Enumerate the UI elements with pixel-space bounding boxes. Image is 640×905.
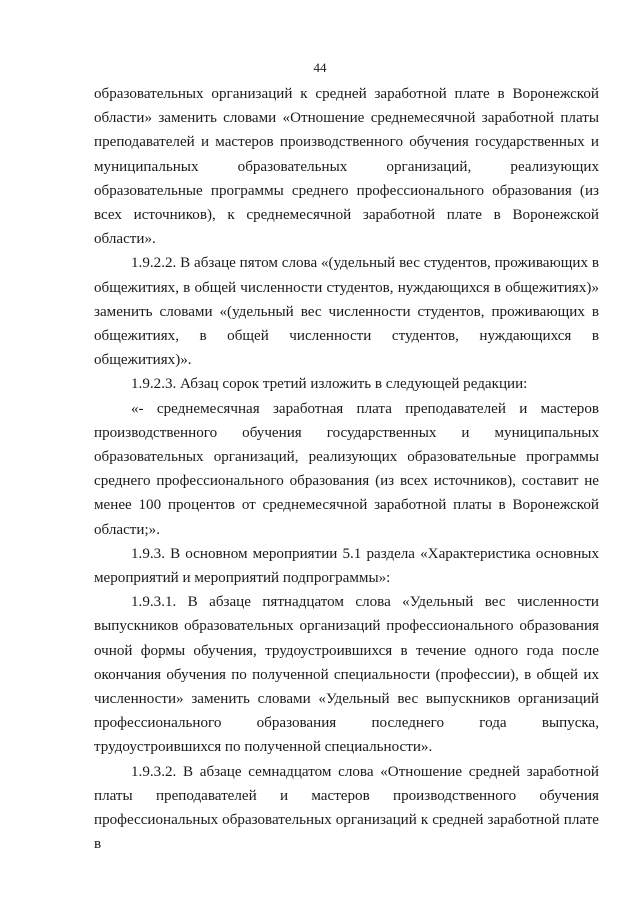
- paragraph-1-9-3-1: 1.9.3.1. В абзаце пятнадцатом слова «Удельный вес численности выпускников образовательных организаций профессионального образования очной формы обучения, трудоустроившихся в течение одного года после окончания обучения по полученной специальности (профессии), в общей их численности» заменить словами «Удельный вес выпускников организаций профессионального образования последнего года выпуска, трудоустроившихся по полученной специальности».: [94, 594, 599, 756]
- paragraph-continuation: образовательных организаций к средней заработной плате в Воронежской области» заменить словами «Отношение среднемесячной заработной платы преподавателей и мастеров производственного обучения государственных и муниципальных образовательных организаций, реализующих образовательные программы среднего профессионального образования (из всех источников), к среднемесячной заработной плате в Воронежской области».: [94, 86, 599, 248]
- paragraph-1-9-2-3: 1.9.2.3. Абзац сорок третий изложить в следующей редакции:: [131, 376, 528, 393]
- page-number: 44: [313, 60, 327, 75]
- paragraph-1-9-3: 1.9.3. В основном мероприятии 5.1 раздела «Характеристика основных мероприятий и мероприятий подпрограммы»:: [94, 545, 599, 587]
- document-body: [94, 82, 599, 857]
- paragraph-quoted-text: «- среднемесячная заработная плата преподавателей и мастеров производственного обучения государственных и муниципальных образовательных организаций, реализующих образовательные программы среднего профессионального образования (из всех источников), составит не менее 100 процентов от среднемесячной заработной платы в Воронежской области;».: [94, 400, 599, 538]
- paragraph-1-9-3-2: 1.9.3.2. В абзаце семнадцатом слова «Отношение средней заработной платы преподавателей и мастеров производственного обучения профессиональных образовательных организаций к средней заработной плате в: [94, 763, 599, 853]
- paragraph-1-9-2-2: 1.9.2.2. В абзаце пятом слова «(удельный вес студентов, проживающих в общежитиях, в общей численности студентов, нуждающихся в общежитиях)» заменить словами «(удельный вес численности студентов, проживающих в общежитиях, в общей численности студентов, нуждающихся в общежитиях)».: [94, 255, 599, 369]
